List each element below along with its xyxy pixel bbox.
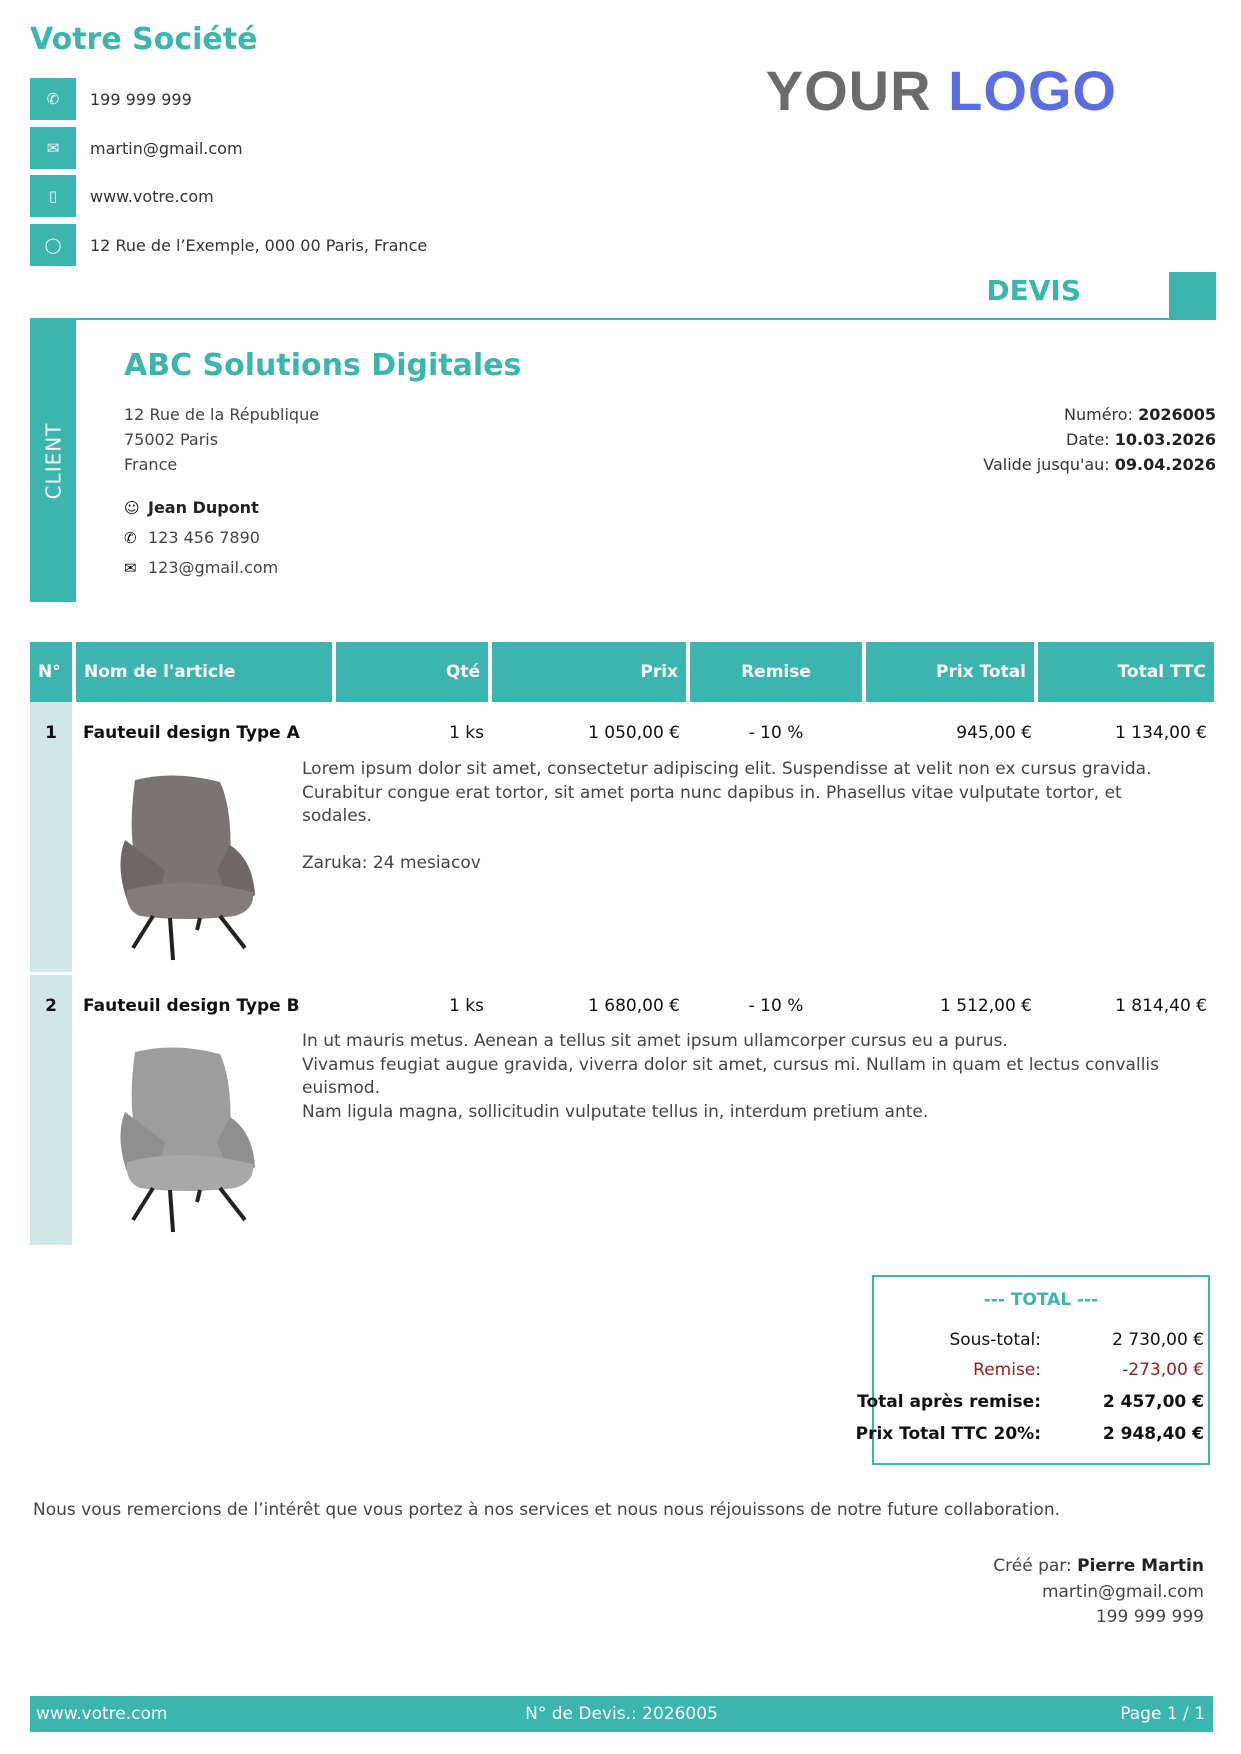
mail-icon: ✉ bbox=[124, 558, 137, 577]
document-type-marker bbox=[1169, 272, 1216, 318]
item-description-line: Nam ligula magna, sollicitudin vulputate tellus in, interdum pretium ante. bbox=[302, 1101, 929, 1122]
client-contact-email[interactable]: 123@gmail.com bbox=[148, 558, 279, 577]
discount-value: -273,00 € bbox=[1122, 1360, 1204, 1380]
table-header-total: Prix Total bbox=[866, 642, 1034, 702]
totals-title: --- TOTAL --- bbox=[983, 1290, 1099, 1310]
quote-valid-label: Valide jusqu'au: bbox=[983, 455, 1110, 474]
company-phone: 199 999 999 bbox=[90, 89, 192, 109]
item-description-line: sodales. bbox=[302, 806, 372, 826]
company-name: Votre Société bbox=[30, 22, 258, 57]
footer-page-number: Page 1 / 1 bbox=[1120, 1704, 1205, 1724]
quote-date bbox=[1066, 430, 1216, 449]
location-icon: ◯ bbox=[30, 224, 76, 266]
table-header-num: N° bbox=[30, 642, 72, 702]
client-contact-person bbox=[124, 498, 259, 517]
item-total: 1 512,00 € bbox=[940, 996, 1032, 1016]
creator-label: Créé par: bbox=[993, 1556, 1072, 1576]
row-number: 1 bbox=[45, 723, 57, 743]
client-name: ABC Solutions Digitales bbox=[124, 348, 522, 383]
company-email[interactable]: martin@gmail.com bbox=[90, 138, 243, 158]
logo-part2: LOGO bbox=[948, 59, 1117, 122]
quote-date-value: 10.03.2026 bbox=[1114, 430, 1216, 449]
item-qty: 1 ks bbox=[449, 996, 484, 1016]
item-total-ttc: 1 134,00 € bbox=[1115, 723, 1207, 743]
company-address: 12 Rue de l’Exemple, 000 00 Paris, France bbox=[90, 235, 428, 255]
item-price: 1 050,00 € bbox=[588, 723, 680, 743]
item-price: 1 680,00 € bbox=[588, 996, 680, 1016]
after-discount-value: 2 457,00 € bbox=[1102, 1392, 1204, 1412]
creator-name: Pierre Martin bbox=[1077, 1556, 1204, 1576]
client-address-line2: 75002 Paris bbox=[124, 430, 219, 449]
item-description-line: Lorem ipsum dolor sit amet, consectetur adipiscing elit. Suspendisse at velit non ex cursus gravida. bbox=[302, 759, 1152, 779]
after-discount-label: Total après remise: bbox=[857, 1392, 1041, 1412]
item-name: Fauteuil design Type B bbox=[83, 996, 300, 1016]
quote-valid-until bbox=[983, 455, 1216, 474]
creator-line bbox=[993, 1556, 1204, 1576]
discount-label: Remise: bbox=[973, 1360, 1041, 1380]
item-description bbox=[302, 758, 1162, 876]
chair-image bbox=[105, 770, 275, 966]
table-header-price: Prix bbox=[492, 642, 686, 702]
item-total: 945,00 € bbox=[956, 723, 1032, 743]
web-icon: ▯ bbox=[30, 175, 76, 217]
client-label bbox=[30, 320, 76, 602]
phone-icon: ✆ bbox=[30, 78, 76, 120]
item-description bbox=[302, 1030, 1162, 1124]
quote-number-value: 2026005 bbox=[1138, 405, 1216, 424]
subtotal-label: Sous-total: bbox=[949, 1330, 1041, 1350]
item-description-line: euismod. bbox=[302, 1078, 380, 1098]
company-address-row bbox=[30, 224, 427, 266]
item-discount: - 10 % bbox=[748, 996, 804, 1016]
phone-icon: ✆ bbox=[124, 528, 137, 547]
footer-website[interactable]: www.votre.com bbox=[36, 1704, 168, 1724]
table-header-total-ttc: Total TTC bbox=[1038, 642, 1214, 702]
item-discount: - 10 % bbox=[748, 723, 804, 743]
client-contact-phone: 123 456 7890 bbox=[148, 528, 260, 547]
client-contact-email-row bbox=[124, 558, 278, 577]
quote-number bbox=[1064, 405, 1216, 424]
quote-valid-value: 09.04.2026 bbox=[1114, 455, 1216, 474]
creator-phone: 199 999 999 bbox=[1095, 1607, 1204, 1627]
item-description-line: In ut mauris metus. Aenean a tellus sit amet ipsum ullamcorper cursus eu a purus. bbox=[302, 1031, 1008, 1051]
subtotal-value: 2 730,00 € bbox=[1112, 1330, 1204, 1350]
company-email-row bbox=[30, 127, 243, 169]
footer-bar bbox=[30, 1696, 1213, 1732]
quote-date-label: Date: bbox=[1066, 430, 1110, 449]
client-contact-phone-row bbox=[124, 528, 260, 547]
item-warranty: Zaruka: 24 mesiacov bbox=[302, 853, 481, 873]
item-name: Fauteuil design Type A bbox=[83, 723, 300, 743]
document-type: DEVIS bbox=[986, 274, 1081, 307]
quote-number-label: Numéro: bbox=[1064, 405, 1133, 424]
item-qty: 1 ks bbox=[449, 723, 484, 743]
table-header-qty: Qté bbox=[336, 642, 488, 702]
table-header-name: Nom de l'article bbox=[76, 642, 332, 702]
client-contact-name: Jean Dupont bbox=[148, 498, 259, 517]
creator-email[interactable]: martin@gmail.com bbox=[1041, 1582, 1204, 1602]
chair-image bbox=[105, 1042, 275, 1238]
mail-icon: ✉ bbox=[30, 127, 76, 169]
header-divider bbox=[30, 318, 1216, 320]
client-label-text: CLIENT bbox=[41, 422, 66, 500]
logo bbox=[766, 58, 1117, 123]
total-ttc-label: Prix Total TTC 20%: bbox=[855, 1424, 1041, 1444]
row-number: 2 bbox=[45, 996, 57, 1016]
item-description-line: Vivamus feugiat augue gravida, viverra dolor sit amet, cursus mi. Nullam in quam et lectus convallis bbox=[302, 1054, 1160, 1075]
logo-part1: YOUR bbox=[765, 59, 932, 122]
company-website-row bbox=[30, 175, 214, 217]
item-description-line: Curabitur congue erat tortor, sit amet porta nunc dapibus in. Phasellus vitae vulputate tortor, et bbox=[302, 782, 1122, 803]
total-ttc-value: 2 948,40 € bbox=[1102, 1424, 1204, 1444]
item-total-ttc: 1 814,40 € bbox=[1115, 996, 1207, 1016]
company-website[interactable]: www.votre.com bbox=[90, 186, 214, 206]
company-phone-row bbox=[30, 78, 192, 120]
client-address-line3: France bbox=[124, 455, 178, 474]
person-icon: ☺ bbox=[124, 498, 140, 517]
client-address-line1: 12 Rue de la République bbox=[124, 405, 320, 424]
footer-quote-number: N° de Devis.: 2026005 bbox=[525, 1704, 718, 1724]
thanks-message: Nous vous remercions de l’intérêt que vous portez à nos services et nous nous réjouissons de notre future collaboration. bbox=[33, 1500, 1061, 1520]
table-header-discount: Remise bbox=[690, 642, 862, 702]
